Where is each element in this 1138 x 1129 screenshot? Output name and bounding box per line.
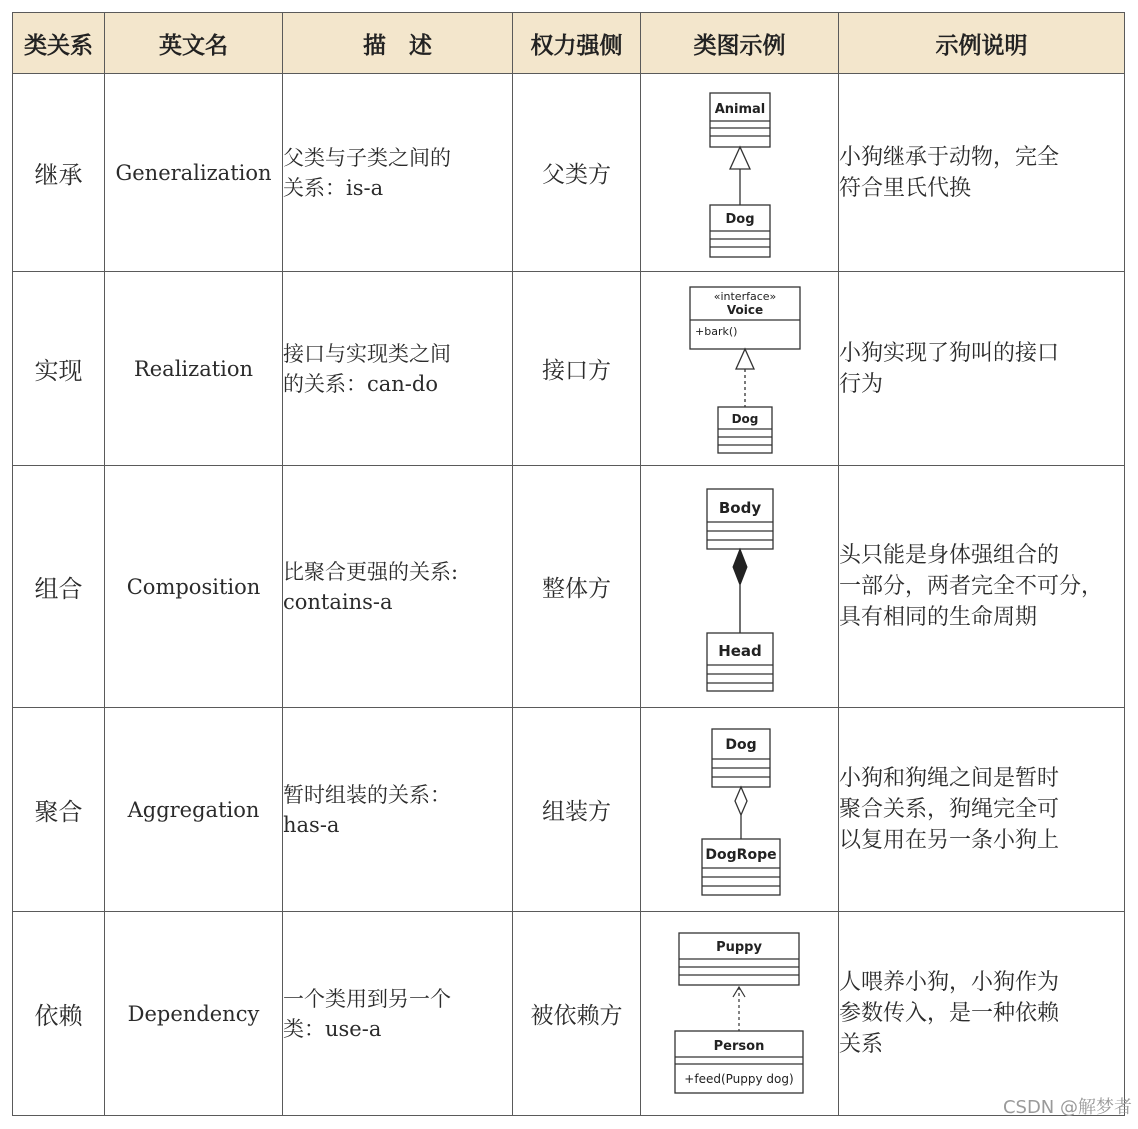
class-name-voice: Voice — [726, 302, 763, 317]
diagram-cell — [641, 466, 839, 708]
class-name-person: Person — [713, 1038, 764, 1054]
inheritance-arrow — [730, 147, 750, 205]
class-box-person — [675, 1031, 803, 1093]
method-feed: +feed(Puppy dog) — [683, 1071, 794, 1086]
interface-box-voice — [690, 287, 800, 349]
header-strong-side: 权力强侧 — [513, 13, 641, 74]
class-name-head: Head — [717, 641, 762, 660]
example-line: 聚合关系，狗绳完全可 — [839, 797, 1060, 822]
example-cell — [839, 272, 1125, 466]
table-row — [13, 708, 1125, 912]
example-line: 以复用在另一条小狗上 — [839, 828, 1060, 853]
class-name-puppy: Puppy — [715, 939, 762, 955]
description-line: has-a — [283, 812, 340, 837]
description-line: 接口与实现类之间 — [283, 341, 451, 366]
diagram-cell — [641, 74, 839, 272]
table-row — [13, 74, 1125, 272]
description-line: 关系：is-a — [283, 175, 384, 200]
table-row — [13, 272, 1125, 466]
english-name-cell: Realization — [105, 272, 283, 466]
dependency-diagram — [645, 919, 835, 1109]
class-relationship-table — [12, 12, 1125, 1116]
relation-cell: 继承 — [13, 74, 105, 272]
class-box-puppy — [679, 933, 799, 985]
english-name-cell: Aggregation — [105, 708, 283, 912]
description-line: 父类与子类之间的 — [283, 145, 451, 170]
relation-cell: 聚合 — [13, 708, 105, 912]
example-line: 头只能是身体强组合的 — [839, 543, 1060, 568]
english-name-cell: Dependency — [105, 912, 283, 1116]
generalization-diagram — [645, 83, 835, 263]
example-cell — [839, 708, 1125, 912]
header-english-name: 英文名 — [105, 13, 283, 74]
description-cell — [283, 74, 513, 272]
header-relation: 类关系 — [13, 13, 105, 74]
header-description: 描 述 — [283, 13, 513, 74]
diagram-cell — [641, 912, 839, 1116]
description-line: 的关系：can-do — [283, 371, 438, 396]
diagram-cell — [641, 272, 839, 466]
method-bark: +bark() — [694, 324, 737, 338]
description-line: 一个类用到另一个 — [283, 986, 451, 1011]
diagram-cell — [641, 708, 839, 912]
strong-side-cell: 接口方 — [513, 272, 641, 466]
class-box-dogrope — [702, 839, 780, 895]
header-row — [13, 13, 1125, 74]
example-line: 关系 — [839, 1032, 884, 1057]
header-example-explanation: 示例说明 — [839, 13, 1125, 74]
relation-cell: 实现 — [13, 272, 105, 466]
description-cell — [283, 912, 513, 1116]
relation-cell: 组合 — [13, 466, 105, 708]
header-diagram-example: 类图示例 — [641, 13, 839, 74]
class-box-animal — [710, 93, 770, 147]
class-name-body: Body — [718, 498, 761, 517]
example-cell — [839, 74, 1125, 272]
example-line: 具有相同的生命周期 — [839, 605, 1038, 630]
class-name-dog: Dog — [731, 411, 758, 426]
class-name-dogrope: DogRope — [704, 846, 777, 863]
example-line: 符合里氏代换 — [839, 175, 972, 201]
example-line: 一部分，两者完全不可分， — [839, 574, 1104, 599]
class-box-dog — [718, 407, 772, 453]
english-name-cell: Composition — [105, 466, 283, 708]
aggregation-diagram — [645, 715, 835, 905]
description-line: contains-a — [283, 589, 393, 614]
table-row — [13, 912, 1125, 1116]
strong-side-cell: 整体方 — [513, 466, 641, 708]
dependency-arrow — [733, 987, 745, 1031]
strong-side-cell: 父类方 — [513, 74, 641, 272]
description-line: 类：use-a — [283, 1016, 382, 1041]
description-cell — [283, 466, 513, 708]
composition-diamond — [733, 549, 747, 633]
example-line: 小狗和狗绳之间是暂时 — [839, 766, 1060, 791]
example-cell — [839, 912, 1125, 1116]
example-cell — [839, 466, 1125, 708]
table-row — [13, 466, 1125, 708]
description-cell — [283, 708, 513, 912]
class-box-head — [707, 633, 773, 691]
description-line: 比聚合更强的关系: — [283, 559, 459, 584]
strong-side-cell: 被依赖方 — [513, 912, 641, 1116]
class-box-dog — [712, 729, 770, 787]
composition-diagram — [645, 477, 835, 697]
realization-arrow — [736, 349, 754, 407]
stereotype-label: «interface» — [713, 289, 776, 303]
class-name-dog: Dog — [724, 211, 755, 227]
description-line: 暂时组装的关系： — [283, 782, 451, 807]
class-name-animal: Animal — [714, 101, 765, 117]
example-line: 人喂养小狗，小狗作为 — [839, 970, 1060, 995]
example-line: 小狗实现了狗叫的接口 — [839, 340, 1060, 366]
class-name-dog: Dog — [724, 736, 757, 753]
relation-cell: 依赖 — [13, 912, 105, 1116]
class-box-body — [707, 489, 773, 549]
example-line: 参数传入，是一种依赖 — [839, 1001, 1060, 1026]
description-cell — [283, 272, 513, 466]
realization-diagram — [645, 279, 835, 459]
english-name-cell: Generalization — [105, 74, 283, 272]
example-line: 小狗继承于动物，完全 — [839, 144, 1060, 170]
class-box-dog — [710, 205, 770, 257]
aggregation-diamond — [735, 787, 747, 839]
watermark: CSDN @解梦者 — [1002, 1097, 1132, 1118]
example-line: 行为 — [839, 371, 884, 397]
strong-side-cell: 组装方 — [513, 708, 641, 912]
